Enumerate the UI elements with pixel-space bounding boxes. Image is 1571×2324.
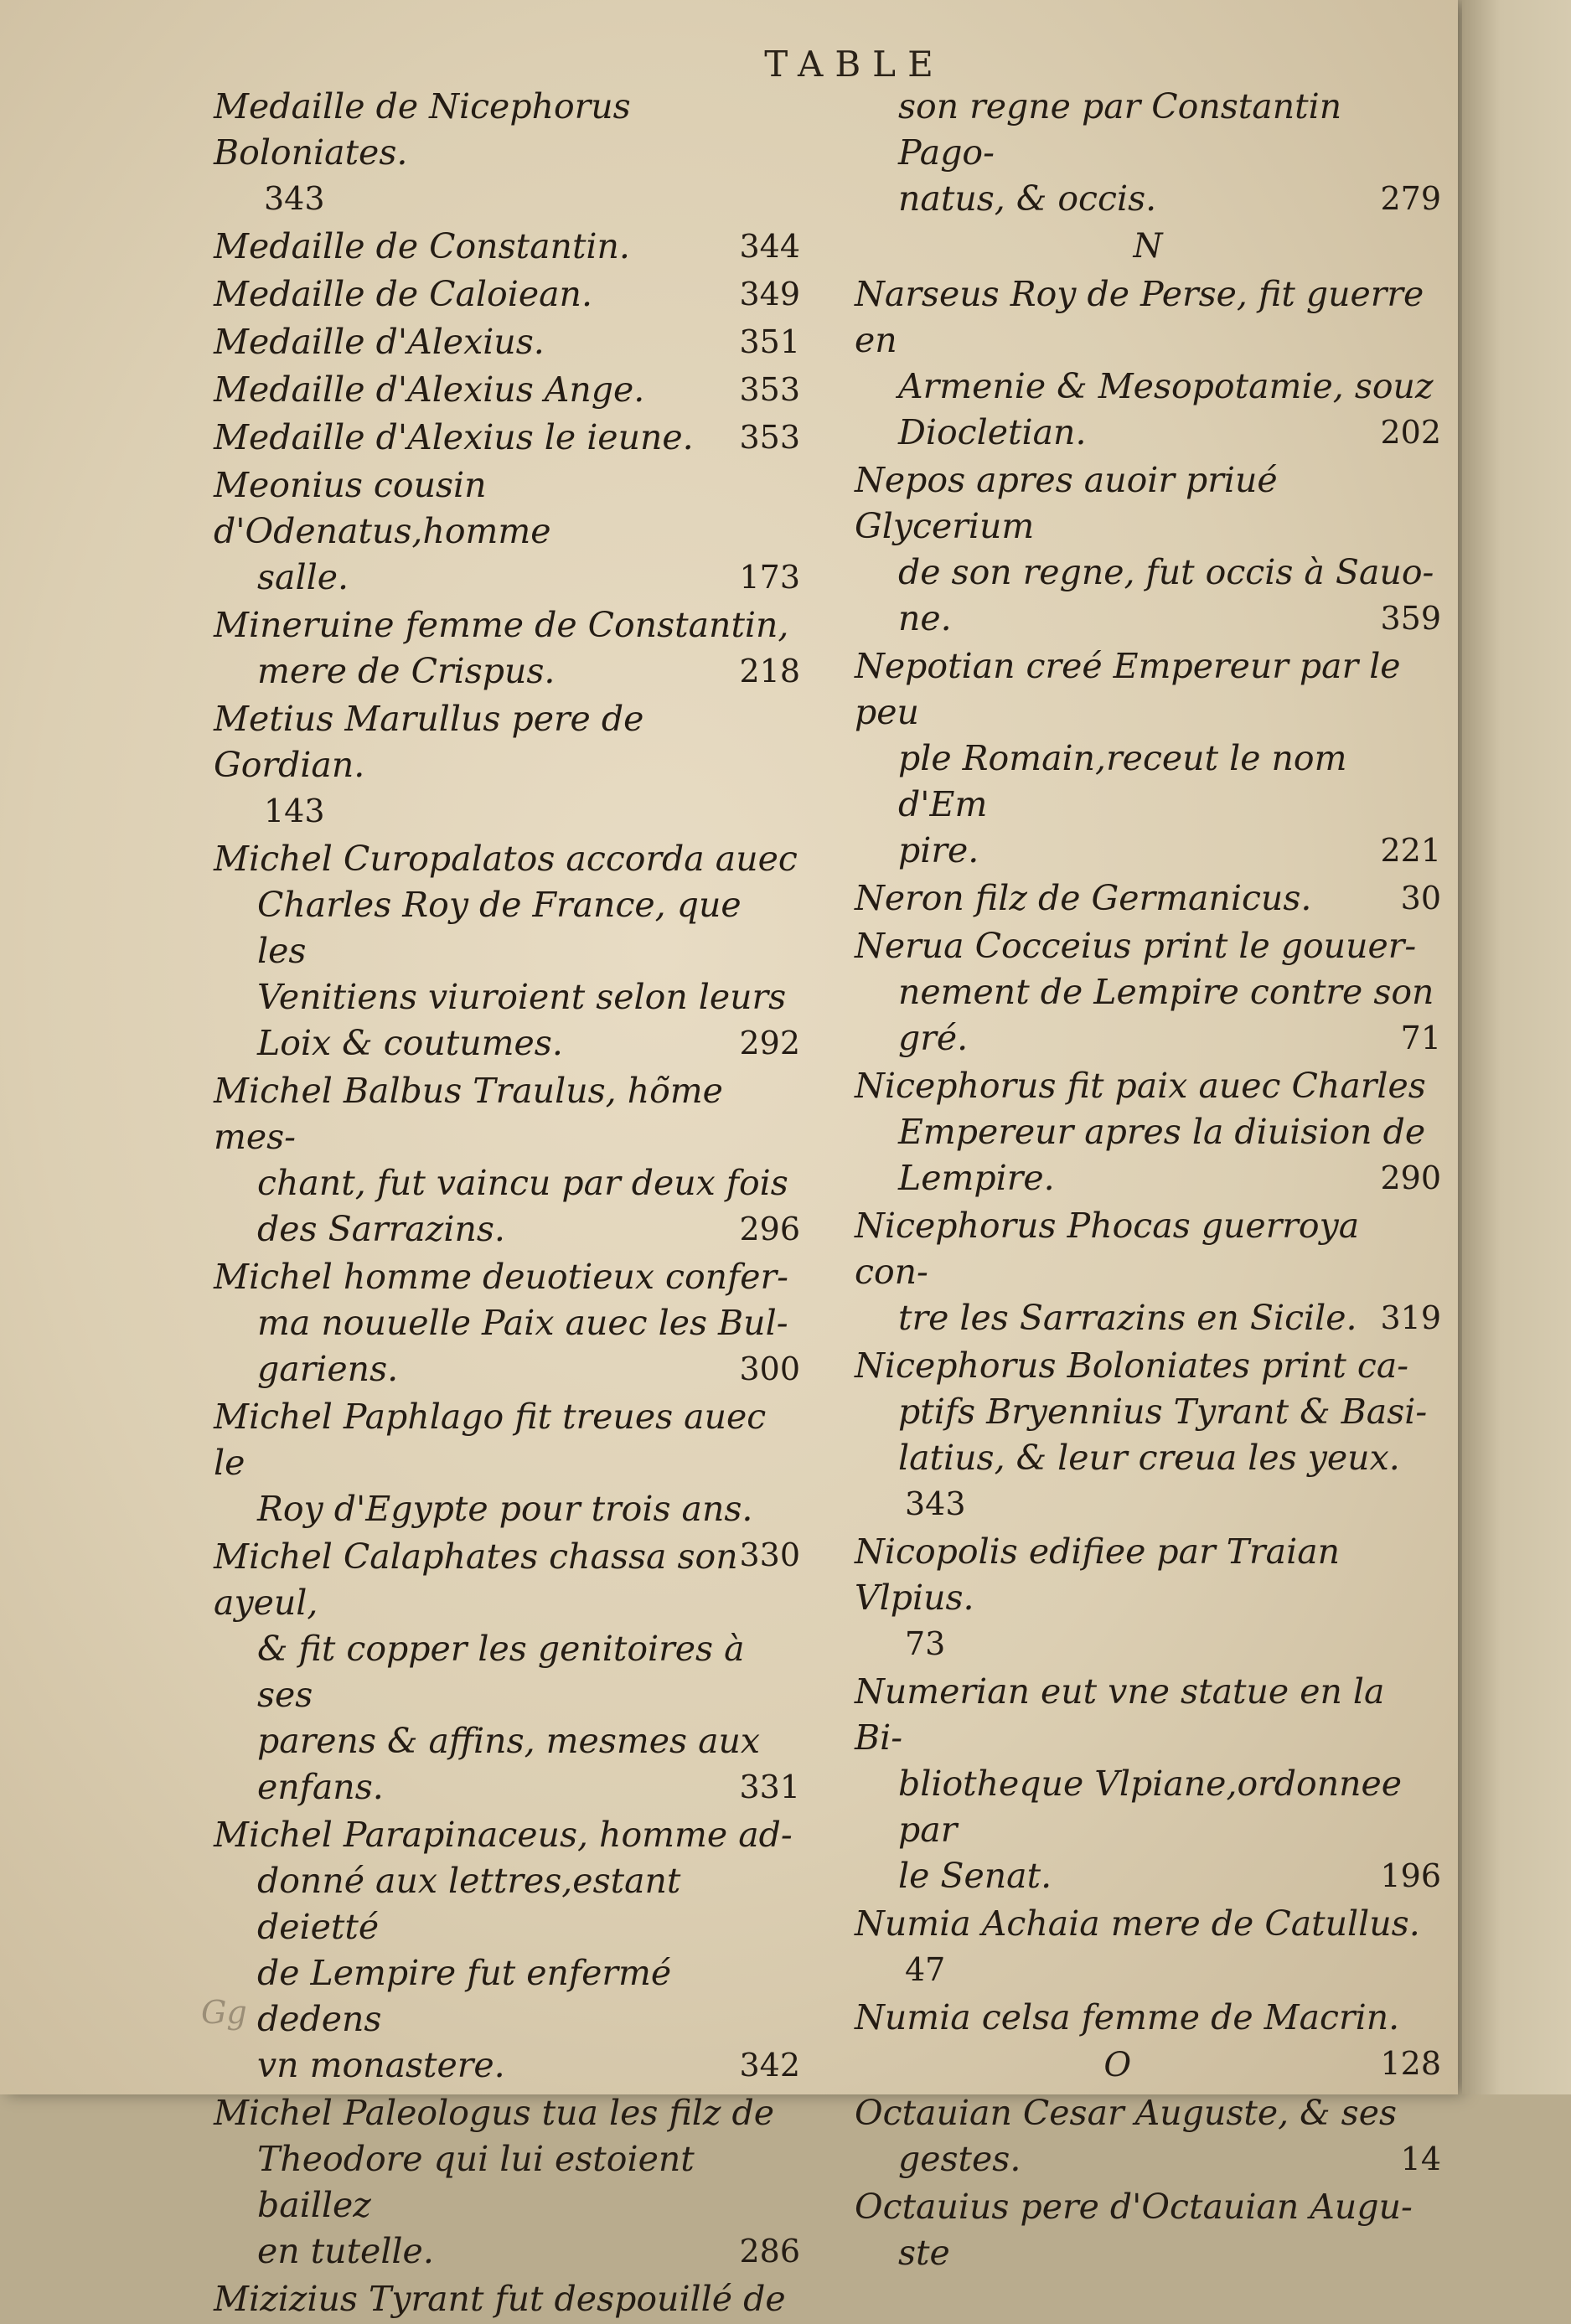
section-letter: N — [1133, 227, 1163, 266]
entry-line: gré. 71 — [855, 1015, 1441, 1061]
page-number: 30 — [1400, 880, 1441, 917]
index-entry — [214, 224, 800, 270]
entry-line: nement de Lempire contre son — [898, 972, 1434, 1012]
index-entry — [214, 367, 800, 413]
page-number: 343 — [264, 180, 325, 217]
index-entry — [214, 836, 800, 1066]
index-entry — [214, 2276, 800, 2322]
index-entry — [855, 271, 1441, 456]
entry-line: Michel Curopalatos accorda auec — [214, 839, 798, 879]
entry-line: tre les Sarrazins en Sicile. 319 — [855, 1295, 1441, 1341]
entry-line: Charles Roy de France, que les — [257, 885, 742, 971]
page-header: TABLE — [764, 44, 945, 85]
entry-line: Metius Marullus pere de Gordian. — [214, 699, 644, 785]
page-number: 353 — [739, 371, 800, 408]
page-number: 173 — [739, 559, 800, 596]
page-number: 300 — [739, 1351, 800, 1387]
entry-line: bliotheque Vlpiane,ordonnee par — [898, 1764, 1403, 1850]
page-number: 331 — [739, 1769, 800, 1805]
index-entry — [855, 1529, 1441, 1667]
entry-line: Medaille de Nicephorus Boloniates. — [214, 86, 631, 173]
entry-line: salle. 173 — [214, 555, 800, 601]
index-entry — [855, 643, 1441, 874]
page-number: 359 — [1380, 600, 1441, 637]
index-entry — [855, 923, 1441, 1061]
entry-line: Nicopolis edifiee par Traian Vlpius. — [855, 1531, 1341, 1618]
entry-line: enfans. 331 — [214, 1764, 800, 1810]
index-entry — [214, 415, 800, 461]
entry-line: Numia Achaia mere de Catullus. — [855, 1903, 1420, 1944]
entry-line: Nepotian creé Empereur par le peu — [855, 646, 1401, 732]
entry-line: Lempire. 290 — [855, 1155, 1441, 1201]
index-entry — [214, 271, 800, 318]
entry-line: vn monastere. 342 — [214, 2043, 800, 2089]
entry-line: ma nouuelle Paix auec les Bul- — [257, 1303, 788, 1343]
page-number: 290 — [1380, 1159, 1441, 1196]
index-entry — [214, 1254, 800, 1392]
entry-line: gestes. 14 — [855, 2136, 1441, 2182]
entry-line: ste — [898, 2233, 950, 2273]
page-number: 351 — [739, 323, 800, 360]
index-entry — [855, 1203, 1441, 1341]
entry-line: le Senat. 196 — [855, 1853, 1441, 1899]
entry-line: Mizizius Tyrant fut despouillé de — [214, 2279, 786, 2319]
index-entry — [214, 696, 800, 834]
index-entry — [214, 462, 800, 601]
entry-line: Medaille d'Alexius le ieune. 353 — [214, 415, 800, 461]
page-number: 344 — [739, 228, 800, 265]
entry-line: des Sarrazins. 296 — [214, 1206, 800, 1252]
page-number: 14 — [1400, 2141, 1441, 2177]
index-entry — [214, 1812, 800, 2089]
page-number: 349 — [739, 276, 800, 312]
entry-line: Michel Paphlago fit treues auec le — [214, 1397, 767, 1483]
page-number: 279 — [1380, 180, 1441, 217]
entry-line: Medaille d'Alexius. 351 — [214, 319, 800, 365]
entry-line: Octauian Cesar Auguste, & ses — [855, 2093, 1398, 2133]
entry-line: gariens. 300 — [214, 1346, 800, 1392]
index-entry — [214, 84, 800, 222]
page-number: 343 — [905, 1485, 966, 1522]
entry-line: Numerian eut vne statue en la Bi- — [855, 1671, 1385, 1758]
entry-line: Theodore qui lui estoient baillez — [257, 2139, 695, 2225]
page-number: 71 — [1400, 1020, 1441, 1056]
page-number: 218 — [739, 653, 800, 689]
page-number: 342 — [739, 2047, 800, 2084]
entry-line: Nicephorus Boloniates print ca- — [855, 1345, 1409, 1386]
index-column-left — [214, 84, 800, 2324]
entry-line: latius, & leur creua les yeux. — [898, 1438, 1400, 1478]
entry-line: chant, fut vaincu par deux fois — [257, 1163, 788, 1203]
index-column-right — [855, 84, 1441, 2278]
entry-line: Neron filz de Germanicus. 30 — [855, 875, 1441, 922]
page-number: 128 — [1380, 2045, 1441, 2082]
entry-line: Michel Calaphates chassa son ayeul, — [214, 1536, 738, 1623]
entry-line: Michel Paleologus tua les filz de — [214, 2093, 775, 2133]
entry-line: Octauius pere d'Octauian Augu- — [855, 2187, 1413, 2227]
entry-line: ple Romain,receut le nom d'Em — [898, 738, 1347, 824]
page-number: 47 — [905, 1951, 946, 1988]
signature-mark: Gg — [201, 1994, 247, 2031]
index-entry — [855, 2090, 1441, 2182]
entry-line: Diocletian. 202 — [855, 410, 1441, 456]
page-number: 353 — [739, 419, 800, 456]
index-entry — [214, 2090, 800, 2275]
page-number: 73 — [905, 1625, 946, 1662]
page-number: 202 — [1380, 414, 1441, 451]
entry-line: de son regne, fut occis à Sauo- — [898, 552, 1434, 592]
index-entry — [855, 1995, 1441, 2082]
entry-line: Michel homme deuotieux confer- — [214, 1257, 788, 1297]
entry-line: donné aux lettres,estant deietté — [257, 1861, 681, 1947]
entry-line: Michel Parapinaceus, homme ad- — [214, 1815, 793, 1855]
index-entry — [855, 2184, 1441, 2276]
index-entry — [855, 1063, 1441, 1201]
entry-line: Armenie & Mesopotamie, souz — [898, 366, 1434, 406]
entry-line: en tutelle. 286 — [214, 2228, 800, 2275]
page-number: 143 — [264, 793, 325, 829]
entry-line: Nerua Cocceius print le gouuer- — [855, 926, 1417, 966]
page-number: 221 — [1380, 832, 1441, 869]
entry-line: Meonius cousin d'Odenatus,homme — [214, 465, 551, 551]
page-number: 296 — [739, 1211, 800, 1247]
index-entry — [855, 1343, 1441, 1527]
adjacent-page-edge — [1462, 0, 1571, 2094]
entry-line: ne. 359 — [855, 596, 1441, 642]
entry-line: parens & affins, mesmes aux — [257, 1721, 761, 1761]
index-entry — [214, 1394, 800, 1573]
index-entry — [855, 1669, 1441, 1899]
entry-line: Narseus Roy de Perse, fit guerre en — [855, 274, 1424, 360]
entry-line: Loix & coutumes. 292 — [214, 1020, 800, 1066]
entry-line: Venitiens viuroient selon leurs — [257, 977, 787, 1017]
index-entry — [855, 84, 1441, 222]
page-number: 330 — [739, 1536, 800, 1573]
index-entry — [214, 319, 800, 365]
entry-line: Medaille de Constantin. 344 — [214, 224, 800, 270]
entry-line: natus, & occis. 279 — [855, 176, 1441, 222]
index-entry — [214, 602, 800, 695]
entry-line: Medaille de Caloiean. 349 — [214, 271, 800, 318]
entry-line: & fit copper les genitoires à ses — [257, 1629, 745, 1715]
index-entry — [855, 457, 1441, 642]
entry-line: Nicephorus Phocas guerroya con- — [855, 1206, 1360, 1292]
index-entry — [214, 1534, 800, 1810]
entry-line: Medaille d'Alexius Ange. 353 — [214, 367, 800, 413]
entry-line: Roy d'Egypte pour trois ans. 330 — [214, 1486, 800, 1532]
index-entry — [855, 1901, 1441, 1993]
entry-line: mere de Crispus. 218 — [214, 648, 800, 695]
entry-line: pire. 221 — [855, 828, 1441, 874]
page-number: 286 — [739, 2233, 800, 2270]
index-entry — [214, 1068, 800, 1252]
entry-line: de Lempire fut enfermé dedens — [257, 1953, 672, 2039]
entry-line: Michel Balbus Traulus, hõme mes- — [214, 1071, 723, 1157]
entry-line: son regne par Constantin Pago- — [898, 86, 1342, 173]
page-number: 292 — [739, 1025, 800, 1061]
entry-line: Nicephorus fit paix auec Charles — [855, 1066, 1426, 1106]
entry-line: Nepos apres auoir priué Glycerium — [855, 460, 1278, 546]
page-number: 196 — [1380, 1857, 1441, 1894]
entry-line: ptifs Bryennius Tyrant & Basi- — [898, 1392, 1428, 1432]
entry-line: Empereur apres la diuision de — [898, 1112, 1426, 1152]
page-number: 319 — [1380, 1299, 1441, 1336]
section-letter: O — [1103, 2046, 1132, 2084]
entry-line: Numia celsa femme de Macrin. 128 — [855, 1995, 1441, 2041]
index-entry — [855, 875, 1441, 922]
entry-line: Mineruine femme de Constantin, — [214, 605, 789, 645]
